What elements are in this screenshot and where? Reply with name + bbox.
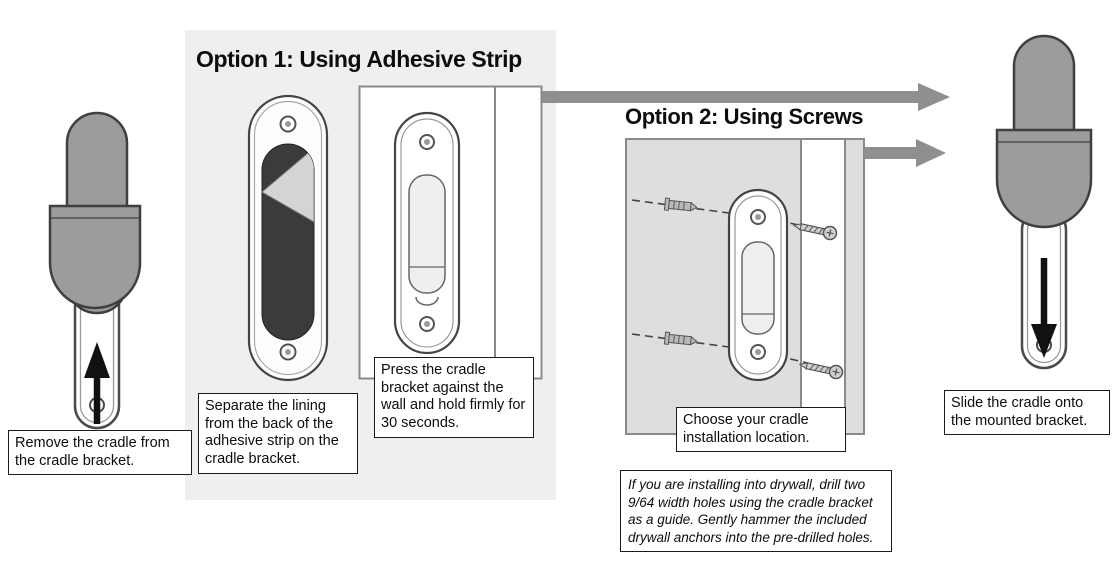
flow-arrow-to-mount-icon — [860, 138, 948, 168]
press-bracket-caption: Press the cradle bracket against the wall and hold firmly for 30 seconds. — [374, 357, 534, 438]
cradle-icon — [50, 113, 140, 313]
cradle-bracket-icon — [729, 190, 787, 380]
remove-cradle-illustration — [20, 58, 170, 433]
slide-cradle-illustration — [970, 18, 1110, 393]
slide-cradle-caption: Slide the cradle onto the mounted bracket. — [944, 390, 1110, 435]
separate-lining-caption: Separate the lining from the back of the adhesive strip on the cradle bracket. — [198, 393, 358, 474]
screws-illustration — [625, 138, 865, 435]
drywall-note: If you are installing into drywall, drill two 9/64 width holes using the cradle bracket as a guide. Gently hammer the included drywall anchors into the pre-drilled holes. — [620, 470, 892, 552]
adhesive-bracket-illustration — [233, 88, 343, 388]
remove-cradle-caption: Remove the cradle from the cradle bracket. — [8, 430, 192, 475]
press-bracket-illustration — [358, 85, 543, 380]
cradle-bracket-icon — [395, 113, 459, 353]
choose-location-caption: Choose your cradle installation location. — [676, 407, 846, 452]
adhesive-strip-icon — [262, 144, 314, 340]
option1-title: Option 1: Using Adhesive Strip — [196, 46, 522, 72]
option2-title: Option 2: Using Screws — [625, 104, 864, 129]
cradle-icon — [997, 36, 1091, 227]
